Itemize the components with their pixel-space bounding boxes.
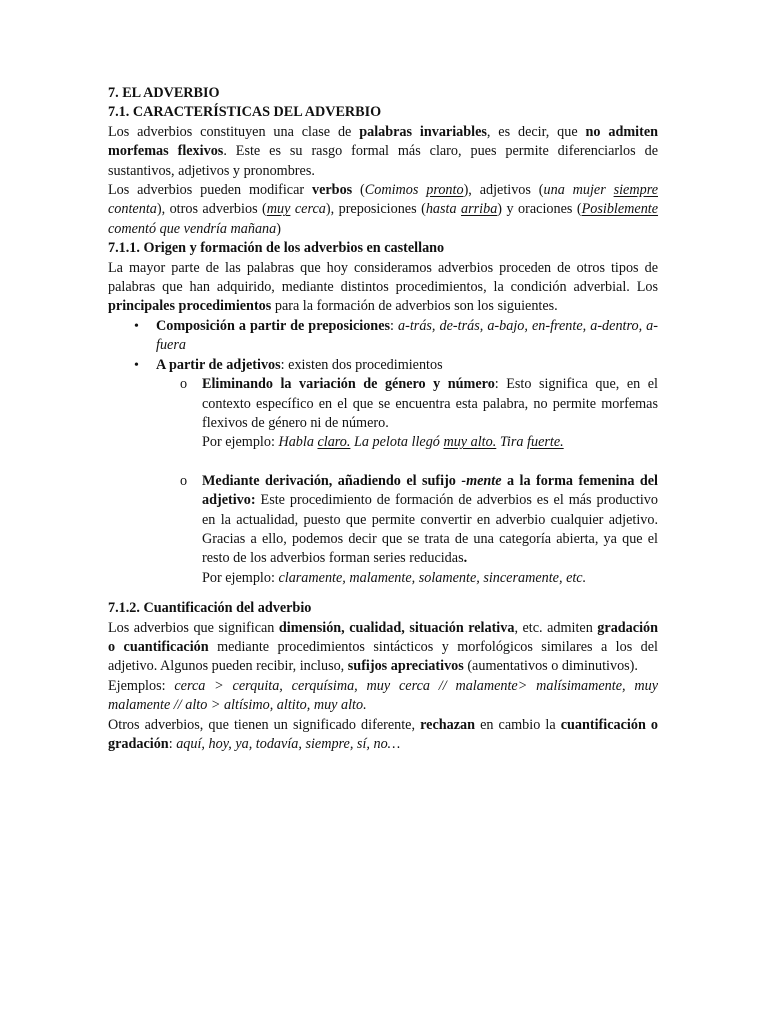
text-run: (aumentativos o diminutivos).	[463, 658, 638, 675]
paragraph-quantification	[108, 619, 658, 677]
bold-term: gradación o cuantificación	[108, 619, 658, 655]
text-run: contenta	[108, 201, 157, 218]
text-run: en cambio la	[475, 716, 561, 733]
sub-item-variation	[156, 375, 658, 453]
bold-term: verbos	[311, 182, 353, 199]
chapter-title: 7. EL ADVERBIO	[108, 85, 220, 101]
text-run: : Esto significa que, en el contexto específico en el que se encuentra esta palabra, no permite morfemas flexivos de género ni de número.	[202, 376, 658, 431]
text-run: Los adverbios que significan	[108, 619, 279, 636]
text-run: Tira	[496, 434, 528, 451]
text-run: para la formación de adverbios son los siguientes.	[271, 298, 558, 315]
bold-term: rechazan	[420, 716, 476, 733]
paragraph-modifiers	[108, 181, 658, 239]
text-run: : existen dos procedimientos	[280, 356, 443, 373]
text-run: (	[352, 182, 365, 199]
bold-term: principales procedimientos	[108, 298, 272, 315]
text-run: ), preposiciones (	[325, 201, 426, 218]
list-item-composition	[108, 317, 658, 356]
underlined-adverb: claro.	[317, 434, 351, 451]
text-run: mediante procedimientos sintácticos y morfológicos similares a los del adjetivo. Algunos pueden recibir, incluso,	[108, 638, 658, 675]
text-run: una mujer	[543, 182, 614, 199]
underlined-adverb: Posiblemente	[581, 201, 659, 218]
example-italic: aquí, hoy, ya, todavía, siempre, sí, no…	[176, 736, 401, 752]
example-italic: a-trás, de-trás, a-bajo, en-frente, a-dentro, a-fuera	[156, 317, 658, 354]
bullet-icon: •	[134, 318, 139, 334]
example-italic	[426, 201, 497, 217]
example-italic: cerca > cerquita, cerquísima, muy cerca // malamente> malísimamente, muy malamente // alto > altísimo, altito, muy alto.	[108, 677, 658, 714]
text-run: comentó que vendría mañana	[108, 220, 277, 237]
text-run: , es decir, que	[486, 123, 586, 140]
text-run: )	[276, 220, 281, 237]
text-run: Este procedimiento de formación de adverbios es el más productivo en la actualidad, puesto que permite convertir en adverbio cualquier adjetivo. Gracias a ello, podemos decir que se trata de una categoría abierta, ya que el resto de los adverbios forman series reducidas	[202, 492, 658, 567]
paragraph-examples	[108, 677, 658, 716]
text-run: :	[168, 736, 177, 752]
text-run: a la forma femenina del adjetivo:	[202, 472, 658, 509]
paragraph-reject	[108, 716, 658, 755]
text-run: La pelota llegó	[350, 434, 444, 451]
text-run: Ejemplos:	[108, 677, 175, 694]
sub-item-derivation	[156, 472, 658, 588]
sub-list	[156, 375, 658, 588]
text-run: Comimos	[364, 182, 427, 199]
bold-term: Eliminando la variación de género y número	[202, 376, 495, 393]
bold-term: sufijos apreciativos	[347, 658, 464, 675]
bold-period: .	[463, 550, 468, 567]
bold-term: no admiten morfemas flexivos	[108, 123, 659, 160]
example-line	[202, 569, 658, 588]
bold-term: A partir de adjetivos	[156, 356, 281, 373]
text-run: ), otros adverbios (	[156, 201, 267, 218]
paragraph-definition	[108, 123, 658, 181]
bold-term: dimensión, cualidad, situación relativa	[278, 619, 515, 636]
text-run: Los adverbios pueden modificar	[108, 182, 312, 199]
text-run: hasta	[425, 201, 462, 218]
section-heading-7-1-1: 7.1.1. Origen y formación de los adverbios en castellano	[108, 240, 445, 257]
example-italic: claramente, malamente, solamente, sinceramente, etc.	[278, 569, 587, 586]
paragraph-origin	[108, 259, 658, 317]
text-run: :	[390, 317, 399, 334]
list-item-adjectives	[108, 356, 658, 588]
text-run: Otros adverbios, que tienen un significado diferente,	[108, 716, 421, 733]
text-run: Por ejemplo:	[202, 569, 279, 586]
circle-bullet-icon: o	[180, 472, 188, 489]
underlined-adverb: pronto	[426, 182, 464, 199]
example-italic	[278, 434, 563, 450]
bold-italic-suffix: -mente	[461, 472, 502, 489]
text-run: cerca	[290, 201, 326, 218]
underlined-adverb: arriba	[461, 201, 498, 218]
bold-term: Composición a partir de preposiciones	[156, 317, 391, 334]
text-run: La mayor parte de las palabras que hoy consideramos adverbios proceden de otros tipos de palabras que han adquirido, mediante distintos procedimientos, la condición adverbial. Los	[108, 259, 658, 296]
bold-term: palabras invariables	[359, 123, 487, 140]
example-italic	[267, 201, 326, 217]
underlined-adverb: siempre	[613, 182, 658, 199]
text-run: . Este es su rasgo formal más claro, pues permite diferenciarlos de sustantivos, adjetivos y pronombres.	[108, 143, 658, 179]
text-run: , etc. admiten	[514, 619, 598, 636]
text-run: ), adjetivos (	[463, 182, 544, 199]
section-heading-7-1-2: 7.1.2. Cuantificación del adverbio	[108, 600, 312, 617]
underlined-adverb: fuerte.	[527, 434, 564, 451]
example-line	[202, 433, 658, 452]
example-italic	[365, 182, 464, 198]
text-run: ) y oraciones (	[497, 201, 582, 218]
procedures-list	[108, 317, 658, 588]
underlined-adverb: muy	[266, 201, 291, 218]
text-run: Los adverbios constituyen una clase de	[108, 123, 360, 140]
circle-bullet-icon: o	[180, 376, 188, 393]
text-run: Mediante derivación, añadiendo el sufijo	[202, 472, 462, 489]
text-run: Habla	[278, 434, 318, 451]
section-heading-7-1: 7.1. CARACTERÍSTICAS DEL ADVERBIO	[108, 104, 382, 121]
bold-term: cuantificación o gradación	[108, 716, 659, 752]
document-page	[108, 84, 658, 754]
text-run: Por ejemplo:	[202, 434, 279, 451]
underlined-adverb: muy alto.	[443, 434, 497, 451]
bullet-icon: •	[134, 357, 139, 373]
